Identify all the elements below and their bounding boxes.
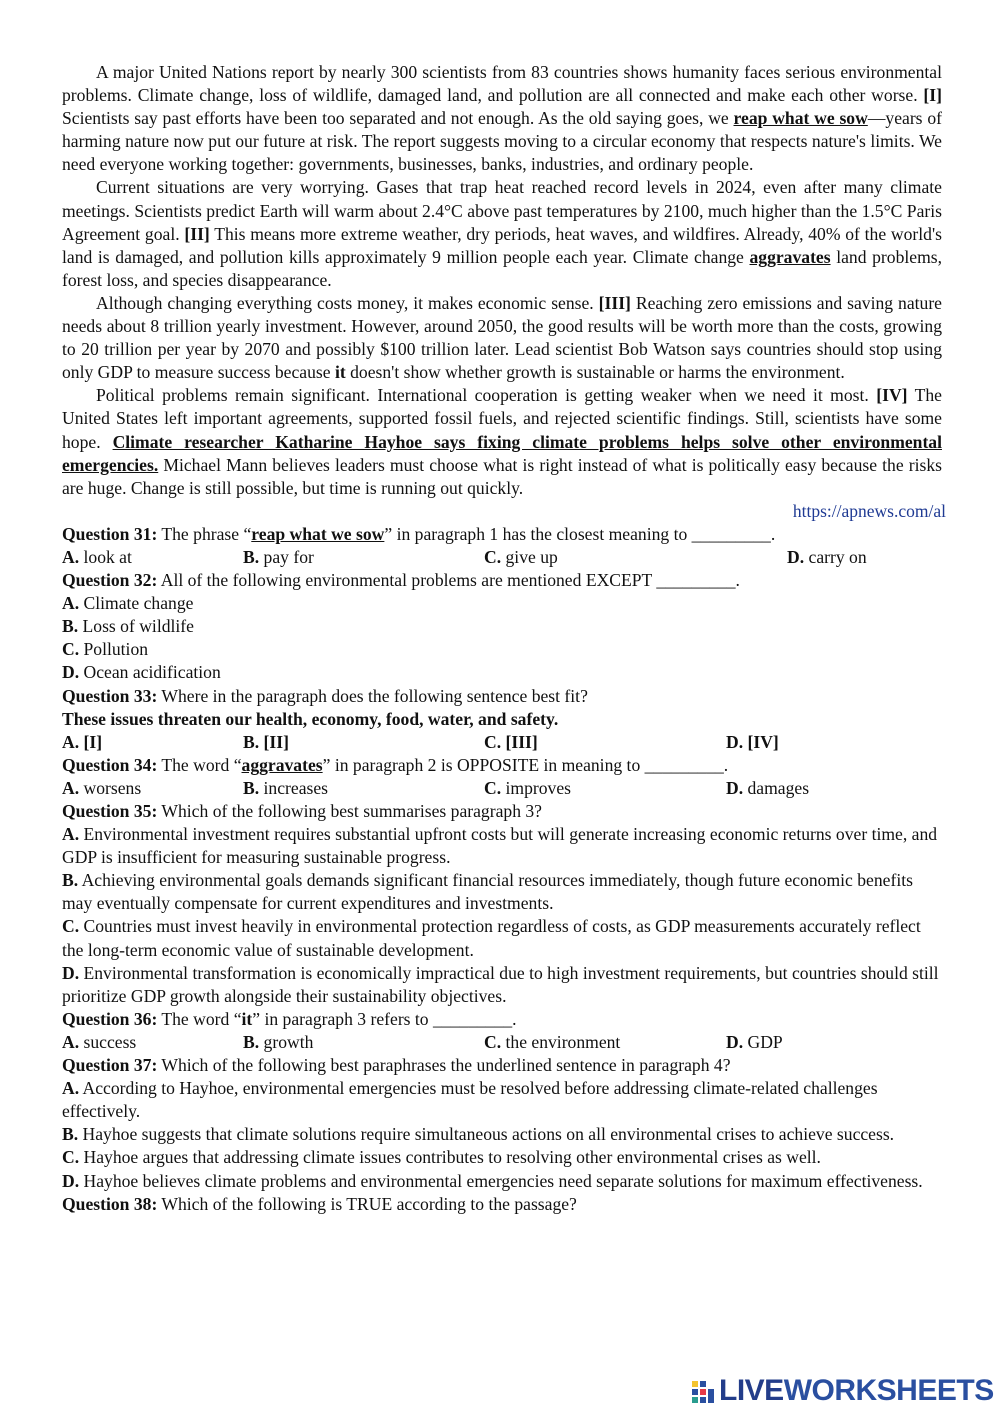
question-37	[62, 1054, 942, 1077]
option-b[interactable]: B. Loss of wildlife	[62, 616, 194, 637]
option-a[interactable]: A. look at	[62, 546, 132, 567]
option-b[interactable]: B. Achieving environmental goals demands significant financial resources immediately, though future economic benefits may eventually compensate for current expenditures and investments.	[62, 870, 913, 914]
question-36-options	[62, 1031, 942, 1054]
p4-text-b: The United States left important agreements, supported fossil fuels, and rejected scientific findings. Still, scientists have some hope.	[62, 385, 942, 452]
marker-III: [III]	[598, 292, 631, 313]
question-33-sentence: These issues threaten our health, economy, food, water, and safety.	[62, 708, 559, 729]
option-c[interactable]: C. Countries must invest heavily in environmental protection regardless of costs, as GDP measurements accurately reflect the long-term economic value of sustainable development.	[62, 916, 921, 960]
worksheet-page	[62, 61, 946, 1216]
p3-text-a: Although changing everything costs money, it makes economic sense.	[96, 292, 599, 313]
question-35-options	[62, 823, 942, 1008]
liveworksheets-logo[interactable]	[690, 1376, 994, 1406]
source-link[interactable]: https://apnews.com/al	[792, 500, 946, 521]
question-text: The phrase “	[157, 523, 252, 544]
option-c[interactable]: C. Hayhoe argues that addressing climate issues contributes to resolving other environmental crises as well.	[62, 1147, 821, 1168]
question-text: The word “	[157, 754, 242, 775]
option-b[interactable]: B. Hayhoe suggests that climate solutions require simultaneous actions on all environmental crises to achieve success.	[62, 1124, 895, 1145]
question-32	[62, 569, 942, 592]
option-c[interactable]: C. [III]	[484, 731, 538, 752]
option-b[interactable]: B. pay for	[243, 546, 314, 567]
question-key-word: it	[241, 1008, 253, 1029]
p3-text-c: doesn't show whether growth is sustainable or harms the environment.	[345, 362, 845, 383]
option-d[interactable]: D. damages	[726, 777, 810, 798]
option-d[interactable]: D. Environmental transformation is economically impractical due to high investment requirements, but countries should still prioritize GDP growth alongside their sustainability objectives.	[62, 962, 939, 1006]
question-label: Question 32:	[62, 570, 158, 591]
question-35	[62, 800, 942, 823]
option-d[interactable]: D. Hayhoe believes climate problems and environmental emergencies need separate solutions for maximum effectiveness.	[62, 1170, 923, 1191]
question-text: Which of the following best paraphrases the underlined sentence in paragraph 4?	[157, 1055, 731, 1076]
question-text: ” in paragraph 3 refers to _________.	[252, 1008, 517, 1029]
option-a[interactable]: A. According to Hayhoe, environmental emergencies must be resolved before addressing climate-related challenges effectively.	[62, 1078, 878, 1122]
question-label: Question 38:	[62, 1193, 158, 1214]
word-aggravates: aggravates	[749, 246, 831, 267]
question-text: Where in the paragraph does the following sentence best fit?	[157, 685, 588, 706]
phrase-reap-what-we-sow: reap what we sow	[733, 108, 868, 129]
question-33	[62, 685, 942, 708]
p1-text-a: A major United Nations report by nearly 300 scientists from 83 countries shows humanity faces serious environmental problems. Climate change, loss of wildlife, damaged land, and pollution are all connected and make each other worse.	[62, 62, 942, 106]
option-d[interactable]: D. carry on	[787, 546, 867, 567]
question-36	[62, 1008, 942, 1031]
question-37-options	[62, 1077, 942, 1192]
passage-paragraph-2	[62, 176, 942, 291]
question-label: Question 31:	[62, 523, 158, 544]
question-text: ” in paragraph 2 is OPPOSITE in meaning to _________.	[322, 754, 729, 775]
option-d[interactable]: D. [IV]	[726, 731, 779, 752]
p3-text-b: Reaching zero emissions and saving nature needs about 8 trillion yearly investment. However, around 2050, the good results will be worth more than the costs, growing to 20 trillion per year by 2070 and possibly $100 trillion later. Lead scientist Bob Watson says countries should stop using only GDP to measure success because	[62, 292, 942, 383]
question-31	[62, 523, 942, 546]
question-text: Which of the following best summarises paragraph 3?	[157, 801, 542, 821]
option-c[interactable]: C. give up	[484, 546, 558, 567]
option-b[interactable]: B. [II]	[243, 731, 289, 752]
p4-text-c: Michael Mann believes leaders must choose what is right instead of what is politically easy because the risks are huge. Change is still possible, but time is running out quickly.	[62, 454, 942, 498]
option-d[interactable]: D. GDP	[726, 1031, 783, 1052]
passage-paragraph-4	[62, 384, 942, 499]
question-key-word: aggravates	[241, 754, 323, 775]
option-c[interactable]: C. improves	[484, 777, 571, 798]
question-33-options	[62, 731, 942, 754]
liveworksheets-logo-icon	[690, 1378, 716, 1404]
passage-paragraph-3	[62, 292, 942, 384]
question-text: The word “	[157, 1008, 242, 1029]
option-a[interactable]: A. Climate change	[62, 593, 194, 614]
option-a[interactable]: A. [I]	[62, 731, 103, 752]
question-31-options	[62, 546, 942, 569]
option-a[interactable]: A. Environmental investment requires substantial upfront costs but will generate increasing economic returns over time, and GDP is insufficient for measuring sustainable progress.	[62, 824, 938, 868]
question-text: Which of the following is TRUE according to the passage?	[157, 1193, 577, 1214]
p2-text-a: Current situations are very worrying. Gases that trap heat reached record levels in 2024, even after many climate meetings. Scientists predict Earth will warm about 2.4°C above past temperatures by 2100, much higher than the 1.5°C Paris Agreement goal.	[62, 177, 942, 244]
question-label: Question 35:	[62, 801, 158, 821]
p1-text-c: —years of harming nature now put our future at risk. The report suggests moving to a circular economy that respects nature's limits. We need everyone working together: governments, businesses, banks, industries, and ordinary people.	[62, 108, 942, 175]
option-c[interactable]: C. the environment	[484, 1031, 621, 1052]
question-label: Question 36:	[62, 1008, 158, 1029]
question-text: All of the following environmental problems are mentioned EXCEPT _________.	[157, 570, 740, 591]
marker-II: [II]	[184, 223, 210, 244]
option-b[interactable]: B. growth	[243, 1031, 314, 1052]
liveworksheets-logo-text: LIVEWORKSHEETS	[719, 1374, 994, 1407]
question-34-options	[62, 777, 942, 800]
question-text: ” in paragraph 1 has the closest meaning to _________.	[384, 523, 776, 544]
question-32-options	[62, 592, 942, 684]
question-key-phrase: reap what we sow	[251, 523, 385, 544]
marker-IV: [IV]	[876, 385, 908, 406]
question-38	[62, 1193, 942, 1216]
question-label: Question 33:	[62, 685, 158, 706]
p2-text-c: land problems, forest loss, and species disappearance.	[62, 246, 943, 290]
p4-text-a: Political problems remain significant. International cooperation is getting weaker when we need it most.	[96, 385, 877, 406]
question-label: Question 34:	[62, 754, 158, 775]
option-b[interactable]: B. increases	[243, 777, 329, 798]
question-34	[62, 754, 942, 777]
p2-text-b: This means more extreme weather, dry periods, heat waves, and wildfires. Already, 40% of the world's land is damaged, and pollution kills approximately 9 million people each year. Climate change	[62, 223, 942, 267]
passage-paragraph-1	[62, 61, 942, 176]
option-c[interactable]: C. Pollution	[62, 639, 149, 660]
word-it: it	[334, 362, 346, 383]
marker-I: [I]	[923, 85, 942, 106]
question-label: Question 37:	[62, 1055, 158, 1076]
option-d[interactable]: D. Ocean acidification	[62, 662, 221, 683]
option-a[interactable]: A. worsens	[62, 777, 142, 798]
underlined-sentence: Climate researcher Katharine Hayhoe says fixing climate problems helps solve other environmental emergencies.	[62, 431, 942, 475]
option-a[interactable]: A. success	[62, 1031, 137, 1052]
p1-text-b: Scientists say past efforts have been too separated and not enough. As the old saying goes, we	[62, 108, 734, 129]
